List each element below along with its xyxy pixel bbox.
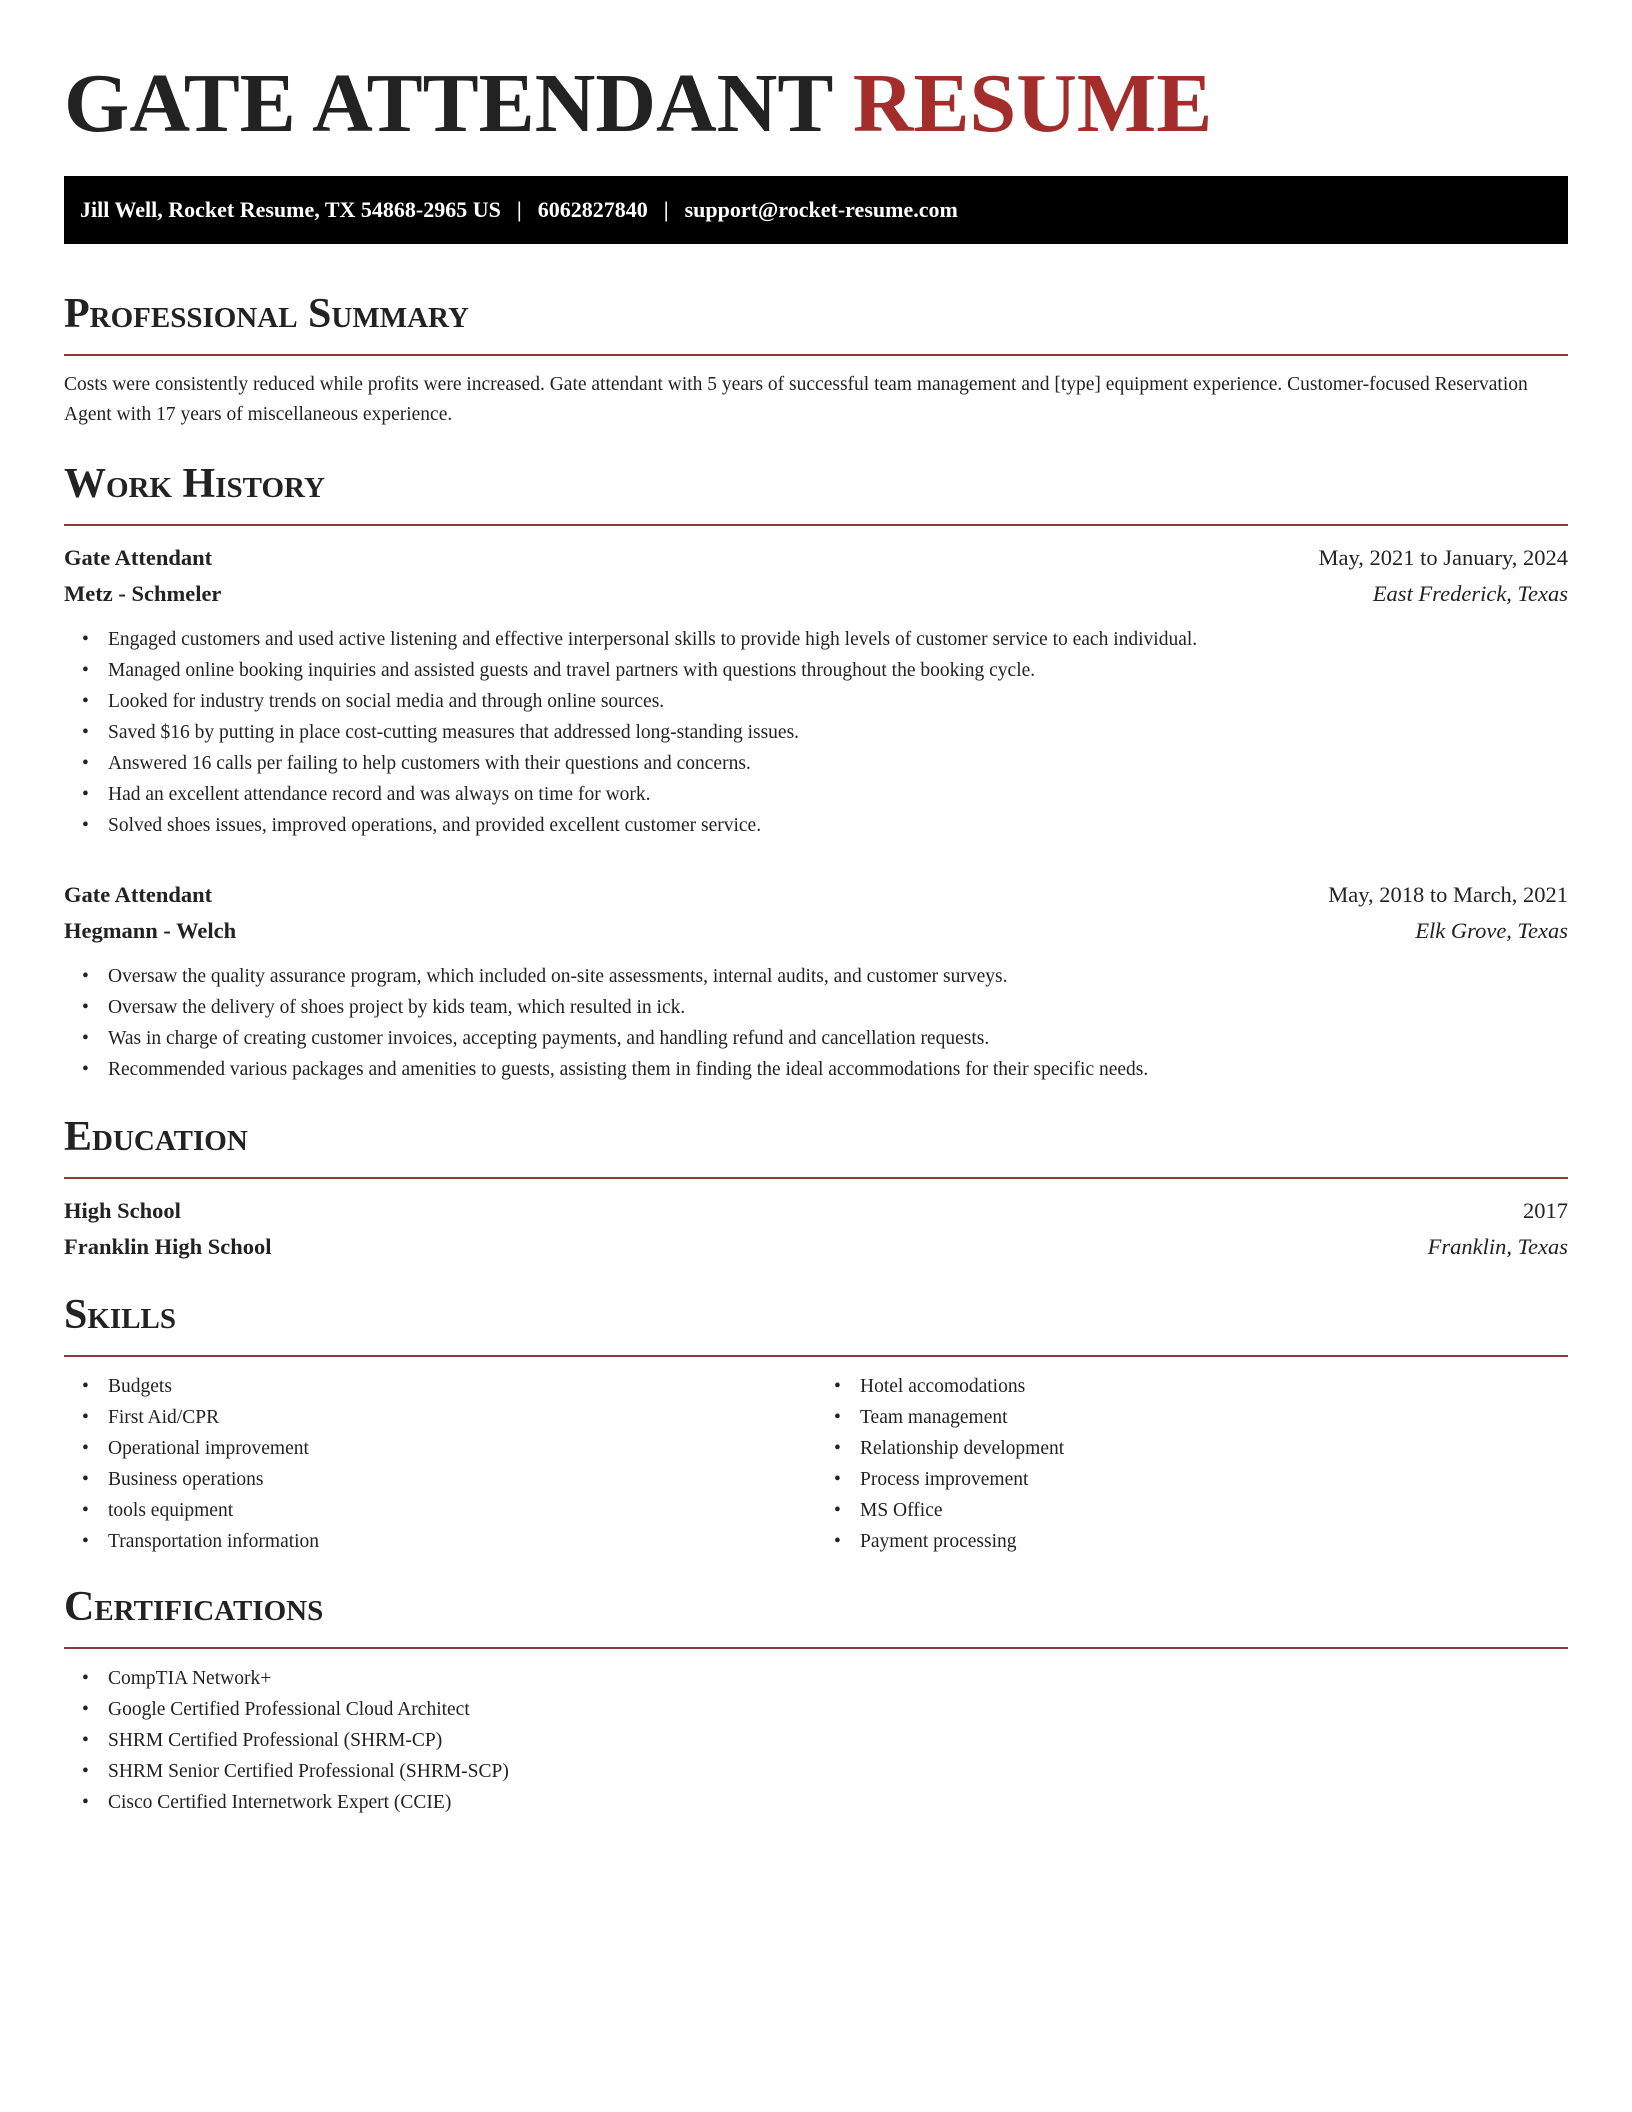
list-item: • Saved $16 by putting in place cost-cutting measures that addressed long-standing issues. bbox=[108, 717, 1568, 748]
list-item: • Transportation information bbox=[108, 1526, 816, 1557]
contact-phone: 6062827840 bbox=[537, 197, 648, 222]
job-entry bbox=[64, 540, 1568, 841]
certifications-heading: Certifications bbox=[64, 1584, 324, 1630]
job-bullets bbox=[64, 961, 1568, 1085]
certifications-list bbox=[64, 1663, 1568, 1818]
list-item: • Google Certified Professional Cloud Architect bbox=[108, 1694, 1568, 1725]
education-heading: Education bbox=[64, 1114, 248, 1160]
list-item: • CompTIA Network+ bbox=[108, 1663, 1568, 1694]
education-school: Franklin High School bbox=[64, 1234, 272, 1259]
list-item: • Team management bbox=[860, 1402, 1568, 1433]
job-entry bbox=[64, 877, 1568, 1085]
contact-bar bbox=[64, 176, 1568, 244]
skills-right-column bbox=[816, 1371, 1568, 1557]
work-history-section bbox=[64, 460, 1568, 1085]
work-history-heading: Work History bbox=[64, 461, 325, 507]
section-divider bbox=[64, 1355, 1568, 1357]
list-item: • Answered 16 calls per failing to help customers with their questions and concerns. bbox=[108, 748, 1568, 779]
summary-section bbox=[64, 290, 1568, 430]
list-item: • Recommended various packages and amenities to guests, assisting them in finding the ideal accommodations for their specific needs. bbox=[108, 1054, 1568, 1085]
contact-separator: | bbox=[663, 197, 669, 222]
list-item: • Budgets bbox=[108, 1371, 816, 1402]
list-item: • First Aid/CPR bbox=[108, 1402, 816, 1433]
list-item: • Was in charge of creating customer invoices, accepting payments, and handling refund and cancellation requests. bbox=[108, 1023, 1568, 1054]
list-item: • Oversaw the quality assurance program, which included on-site assessments, internal audits, and customer surveys. bbox=[108, 961, 1568, 992]
list-item: • Payment processing bbox=[860, 1526, 1568, 1557]
list-item: • Cisco Certified Internetwork Expert (CCIE) bbox=[108, 1787, 1568, 1818]
job-dates: May, 2021 to January, 2024 bbox=[1318, 545, 1568, 570]
list-item: • Managed online booking inquiries and assisted guests and travel partners with questions throughout the booking cycle. bbox=[108, 655, 1568, 686]
job-dates: May, 2018 to March, 2021 bbox=[1328, 882, 1568, 907]
contact-address: Jill Well, Rocket Resume, TX 54868-2965 US bbox=[80, 197, 501, 222]
list-item: • Relationship development bbox=[860, 1433, 1568, 1464]
contact-separator: | bbox=[516, 197, 522, 222]
skills-section bbox=[64, 1291, 1568, 1557]
contact-email: support@rocket-resume.com bbox=[684, 197, 958, 222]
job-company: Metz - Schmeler bbox=[64, 581, 222, 606]
resume-title bbox=[64, 56, 1568, 152]
list-item: • Operational improvement bbox=[108, 1433, 816, 1464]
list-item: • Process improvement bbox=[860, 1464, 1568, 1495]
education-section bbox=[64, 1113, 1568, 1265]
job-title: Gate Attendant bbox=[64, 545, 213, 570]
list-item: • Business operations bbox=[108, 1464, 816, 1495]
job-title: Gate Attendant bbox=[64, 882, 213, 907]
list-item: • Hotel accomodations bbox=[860, 1371, 1568, 1402]
list-item: • Had an excellent attendance record and was always on time for work. bbox=[108, 779, 1568, 810]
education-degree: High School bbox=[64, 1198, 181, 1223]
list-item: • tools equipment bbox=[108, 1495, 816, 1526]
list-item: • Engaged customers and used active listening and effective interpersonal skills to provide high levels of customer service to each individual. bbox=[108, 624, 1568, 655]
skills-heading: Skills bbox=[64, 1292, 177, 1338]
job-company: Hegmann - Welch bbox=[64, 918, 237, 943]
skills-left-column bbox=[64, 1371, 816, 1557]
section-divider bbox=[64, 1177, 1568, 1179]
section-divider bbox=[64, 354, 1568, 356]
skills-grid bbox=[64, 1371, 1568, 1557]
section-divider bbox=[64, 1647, 1568, 1649]
job-bullets bbox=[64, 624, 1568, 841]
list-item: • MS Office bbox=[860, 1495, 1568, 1526]
list-item: • Looked for industry trends on social media and through online sources. bbox=[108, 686, 1568, 717]
summary-text: Costs were consistently reduced while profits were increased. Gate attendant with 5 years of successful team management and [type] equipment experience. Customer-focused Reservation Agent with 17 years of miscellaneous experience. bbox=[64, 374, 1528, 425]
education-location: Franklin, Texas bbox=[1427, 1234, 1568, 1259]
list-item: • SHRM Certified Professional (SHRM-CP) bbox=[108, 1725, 1568, 1756]
job-location: East Frederick, Texas bbox=[1372, 581, 1568, 606]
title-main: GATE ATTENDANT bbox=[64, 57, 832, 150]
title-accent: RESUME bbox=[852, 57, 1213, 150]
list-item: • Oversaw the delivery of shoes project by kids team, which resulted in ick. bbox=[108, 992, 1568, 1023]
summary-heading: Professional Summary bbox=[64, 291, 469, 337]
list-item: • SHRM Senior Certified Professional (SHRM-SCP) bbox=[108, 1756, 1568, 1787]
education-year: 2017 bbox=[1523, 1198, 1568, 1223]
job-location: Elk Grove, Texas bbox=[1415, 918, 1568, 943]
list-item: • Solved shoes issues, improved operations, and provided excellent customer service. bbox=[108, 810, 1568, 841]
certifications-section bbox=[64, 1583, 1568, 1818]
section-divider bbox=[64, 524, 1568, 526]
